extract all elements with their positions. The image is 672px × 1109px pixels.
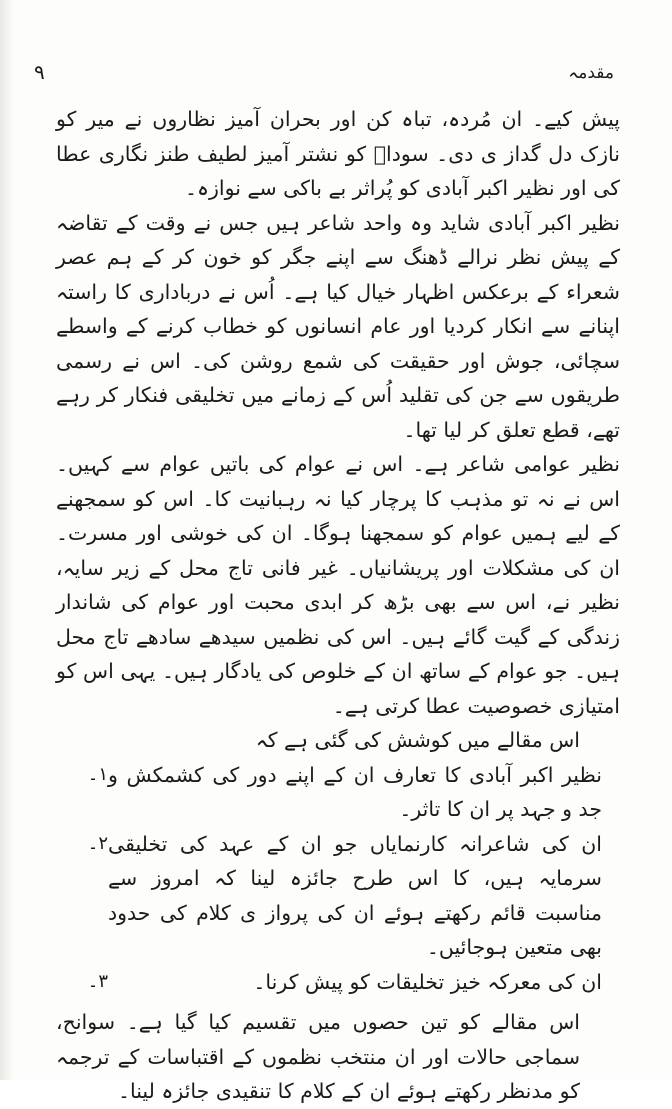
paragraph: نظیر اکبر آبادی شاید وہ واحد شاعر ہیں جس نے وقت کے تقاضہ کے پیش نظر نرالے ڈھنگ سے اپنے جگر کو خون کر کے ہم عصر شعراء کے برعکس اظہار خیال کیا ہے۔ اُس نے درباداری کا راستہ اپنانے سے انکار کردیا اور عام انسانوں کو خطاب کرنے کے واسطے سچائی، جوش اور حقیقت کی شمع روشن کی۔ اس نے رسمی طریقوں سے جن کی تقلید اُس کے زمانے میں تخلیقی فنکار کر رہے تھے، قطع تعلق کر لیا تھا۔ (56, 210, 620, 442)
list-item-number: ۱۔ (87, 763, 108, 785)
paragraph: نظیر عوامی شاعر ہے۔ اس نے عوام کی باتیں عوام سے کہیں۔ اس نے نہ تو مذہب کا پرچار کیا نہ رہبانیت کا۔ اس کو سمجھنے کے لیے ہمیں عوام کو سمجھنا ہوگا۔ ان کی خوشی اور مسرت۔ ان کی مشکلات اور پریشانیاں۔ غیر فانی تاج محل کے زیر سایہ، نظیر نے، اس سے بھی بڑھ کر ابدی محبت اور عوام کی شاندار زندگی کے گیت گائے ہیں۔ اس کی نظمیں سیدھے سادھے تاج محل ہیں۔ جو عوام کے ساتھ ان کے خلوص کی یادگار ہیں۔ یہی اس کو امتیازی خصوصیت عطا کرتی ہے۔ (56, 452, 620, 718)
list-item (56, 965, 620, 1000)
list-item-number: ۳۔ (87, 970, 108, 992)
list-item (56, 758, 620, 827)
list-item-text: نظیر اکبر آبادی کا تعارف ان کے اپنے دور کی کشمکش و جد و جہد پر ان کا تاثر۔ (108, 762, 602, 821)
list-intro: اس مقالے میں کوشش کی گئی ہے کہ (255, 728, 580, 752)
list-item-number: ۲۔ (87, 832, 108, 854)
list-item-text: ان کی معرکہ خیز تخلیقات کو پیش کرنا۔ (253, 969, 602, 994)
numbered-list (56, 758, 620, 1000)
list-item-text: ان کی شاعرانہ کارنمایاں جو ان کے عہد کی تخلیقی سرمایہ ہیں، کا اس طرح جائزہ لینا کہ امروز سے مناسبت قائم رکھتے ہوئے ان کی پرواز ی کلام کی حدود بھی متعین ہوجائیں۔ (108, 831, 602, 959)
list-item (56, 827, 620, 965)
body-text (56, 102, 620, 1109)
closing-paragraph: اس مقالے کو تین حصوں میں تقسیم کیا گیا ہے۔ سوانح، سماجی حالات اور ان منتخب نظموں کے اقتباسات کے ترجمہ کو مدنظر رکھتے ہوئے ان کے کلام کا تنقیدی جائزہ لینا۔ (56, 1010, 580, 1103)
page-number: ۹ (34, 60, 45, 84)
paragraph: پیش کیے۔ ان مُردہ، تباہ کن اور بحران آمیز نظاروں نے میر کو نازک دل گداز ی دی۔ سوداؔ کو نشتر آمیز لطیف طنز نگاری عطا کی اور نظیر اکبر آبادی کو پُراثر بے باکی سے نوازہ۔ (56, 107, 620, 200)
running-head: مقدمہ (568, 63, 614, 83)
